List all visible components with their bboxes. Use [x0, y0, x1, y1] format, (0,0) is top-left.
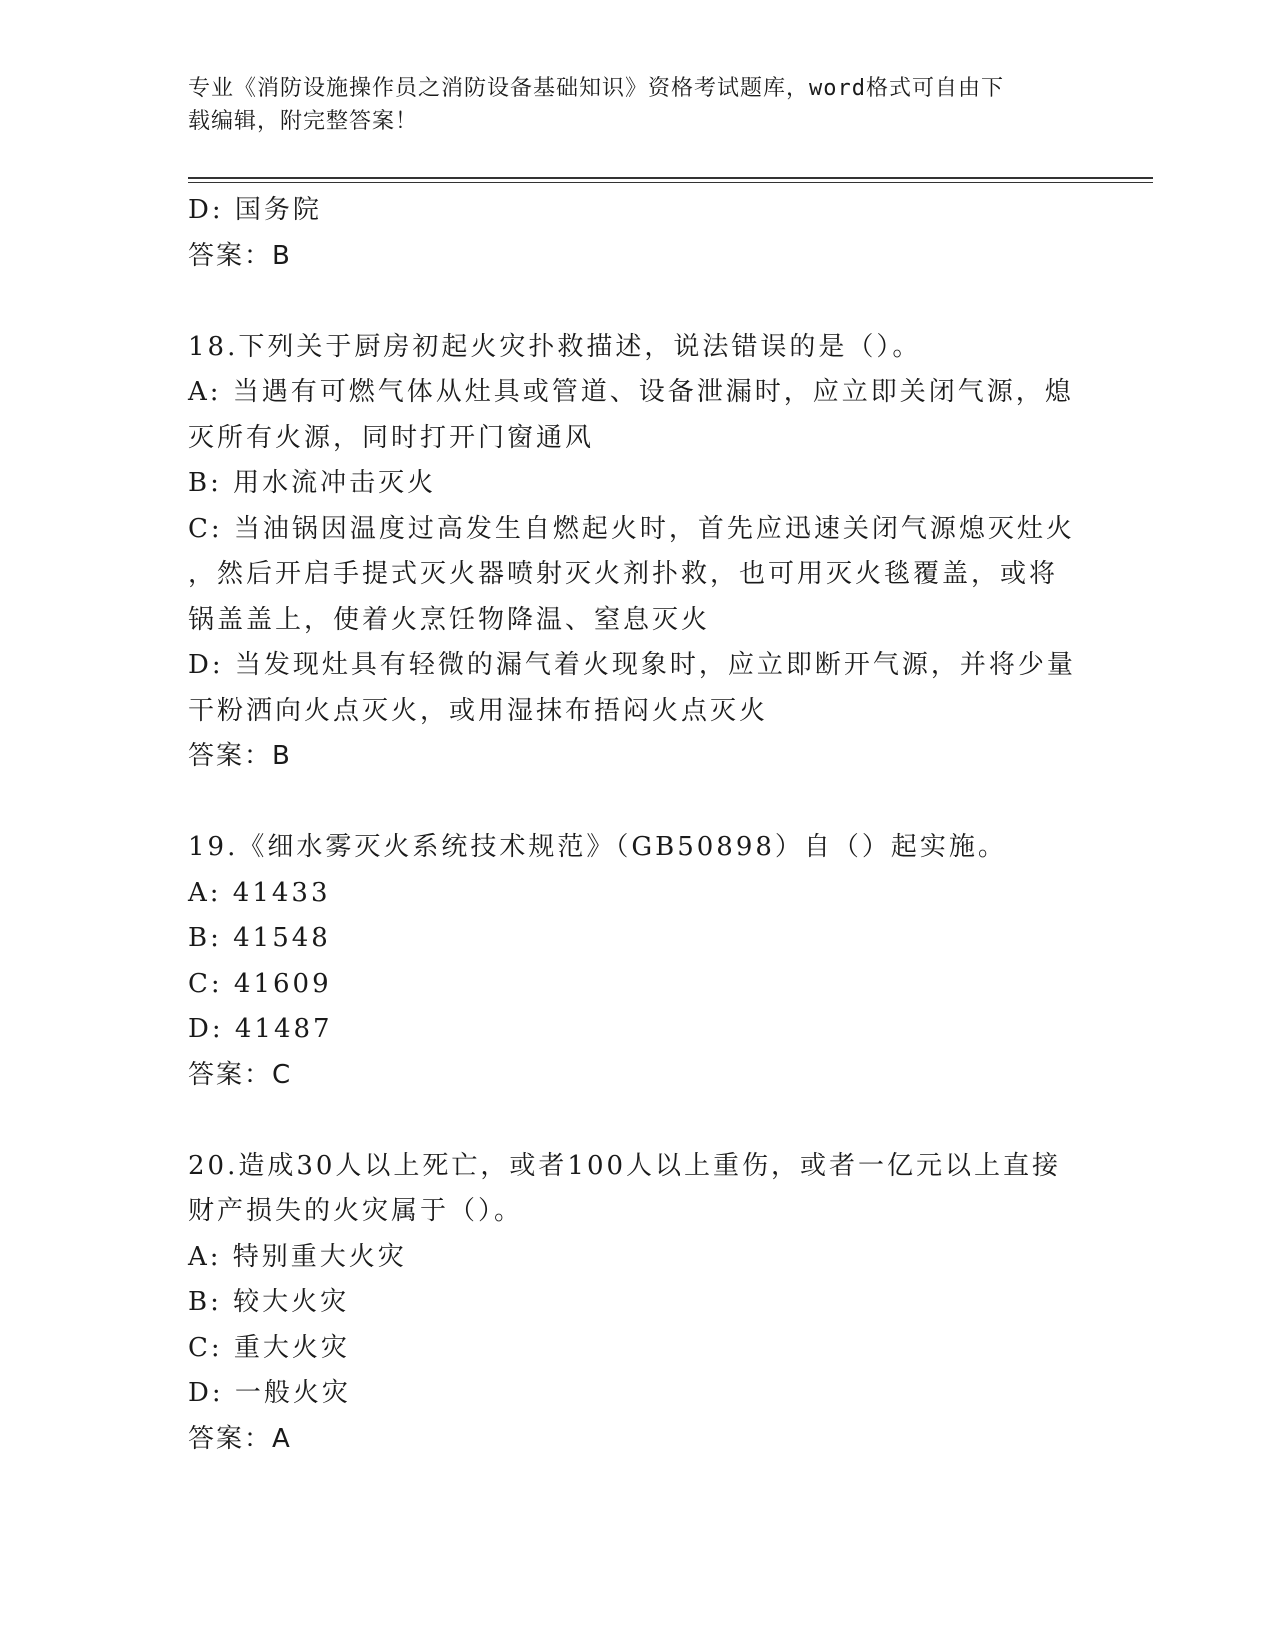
- q18-option-c-line-3: 锅盖盖上，使着火烹饪物降温、窒息灭火: [188, 604, 711, 635]
- q20-option-c: C: 重大火灾: [188, 1332, 350, 1363]
- q20-option-a: A: 特别重大火灾: [188, 1241, 407, 1272]
- q18-option-a-line-1: A: 当遇有可燃气体从灶具或管道、设备泄漏时，应立即关闭气源，熄: [188, 377, 1074, 407]
- question-20: [188, 1144, 1088, 1463]
- q18-option-a-line-2: 灭所有火源，同时打开门窗通风: [188, 422, 595, 453]
- q19-option-a: A: 41433: [188, 877, 331, 908]
- document-header: [188, 72, 1088, 138]
- spacer: [188, 1098, 1088, 1144]
- q19-option-c: C: 41609: [188, 968, 332, 999]
- spacer: [188, 279, 1088, 325]
- header-divider-thin: [188, 182, 1153, 183]
- question-17-tail: [188, 188, 1088, 279]
- q17-option-d: D: 国务院: [188, 195, 322, 225]
- spacer: [188, 780, 1088, 826]
- q18-stem: 18.下列关于厨房初起火灾扑救描述，说法错误的是（）。: [188, 331, 922, 362]
- q19-stem: 19.《细水雾灭火系统技术规范》（GB50898）自（）起实施。: [188, 832, 1007, 862]
- header-line-2: 载编辑，附完整答案！: [188, 109, 419, 134]
- q18-option-c-line-2: ，然后开启手提式灭火器喷射灭火剂扑救，也可用灭火毯覆盖，或将: [188, 559, 1059, 589]
- q20-option-b: B: 较大火灾: [188, 1287, 350, 1317]
- question-18: [188, 325, 1088, 780]
- q18-option-b: B: 用水流冲击灭火: [188, 468, 437, 498]
- q20-stem-line-1: 20.造成30人以上死亡，或者100人以上重伤，或者一亿元以上直接: [188, 1150, 1062, 1181]
- header-divider-thick: [188, 177, 1153, 179]
- q18-option-d-line-2: 干粉洒向火点灭火，或用湿抹布捂闷火点灭火: [188, 695, 769, 726]
- header-line-1: 专业《消防设施操作员之消防设备基础知识》资格考试题库，word格式可自由下: [188, 76, 1004, 101]
- q19-answer: 答案：C: [188, 1059, 293, 1090]
- q20-answer: 答案：A: [188, 1423, 292, 1454]
- q18-answer: 答案：B: [188, 741, 292, 771]
- question-content: [188, 188, 1088, 1462]
- q20-stem-line-2: 财产损失的火灾属于（）。: [188, 1196, 524, 1226]
- question-19: [188, 825, 1088, 1098]
- q17-answer: 答案：B: [188, 240, 292, 271]
- q19-option-d: D: 41487: [188, 1014, 333, 1044]
- q20-option-d: D: 一般火灾: [188, 1378, 351, 1408]
- q18-option-c-line-1: C: 当油锅因温度过高发生自燃起火时，首先应迅速关闭气源熄灭灶火: [188, 513, 1075, 544]
- q19-option-b: B: 41548: [188, 923, 331, 953]
- q18-option-d-line-1: D: 当发现灶具有轻微的漏气着火现象时，应立即断开气源，并将少量: [188, 650, 1076, 680]
